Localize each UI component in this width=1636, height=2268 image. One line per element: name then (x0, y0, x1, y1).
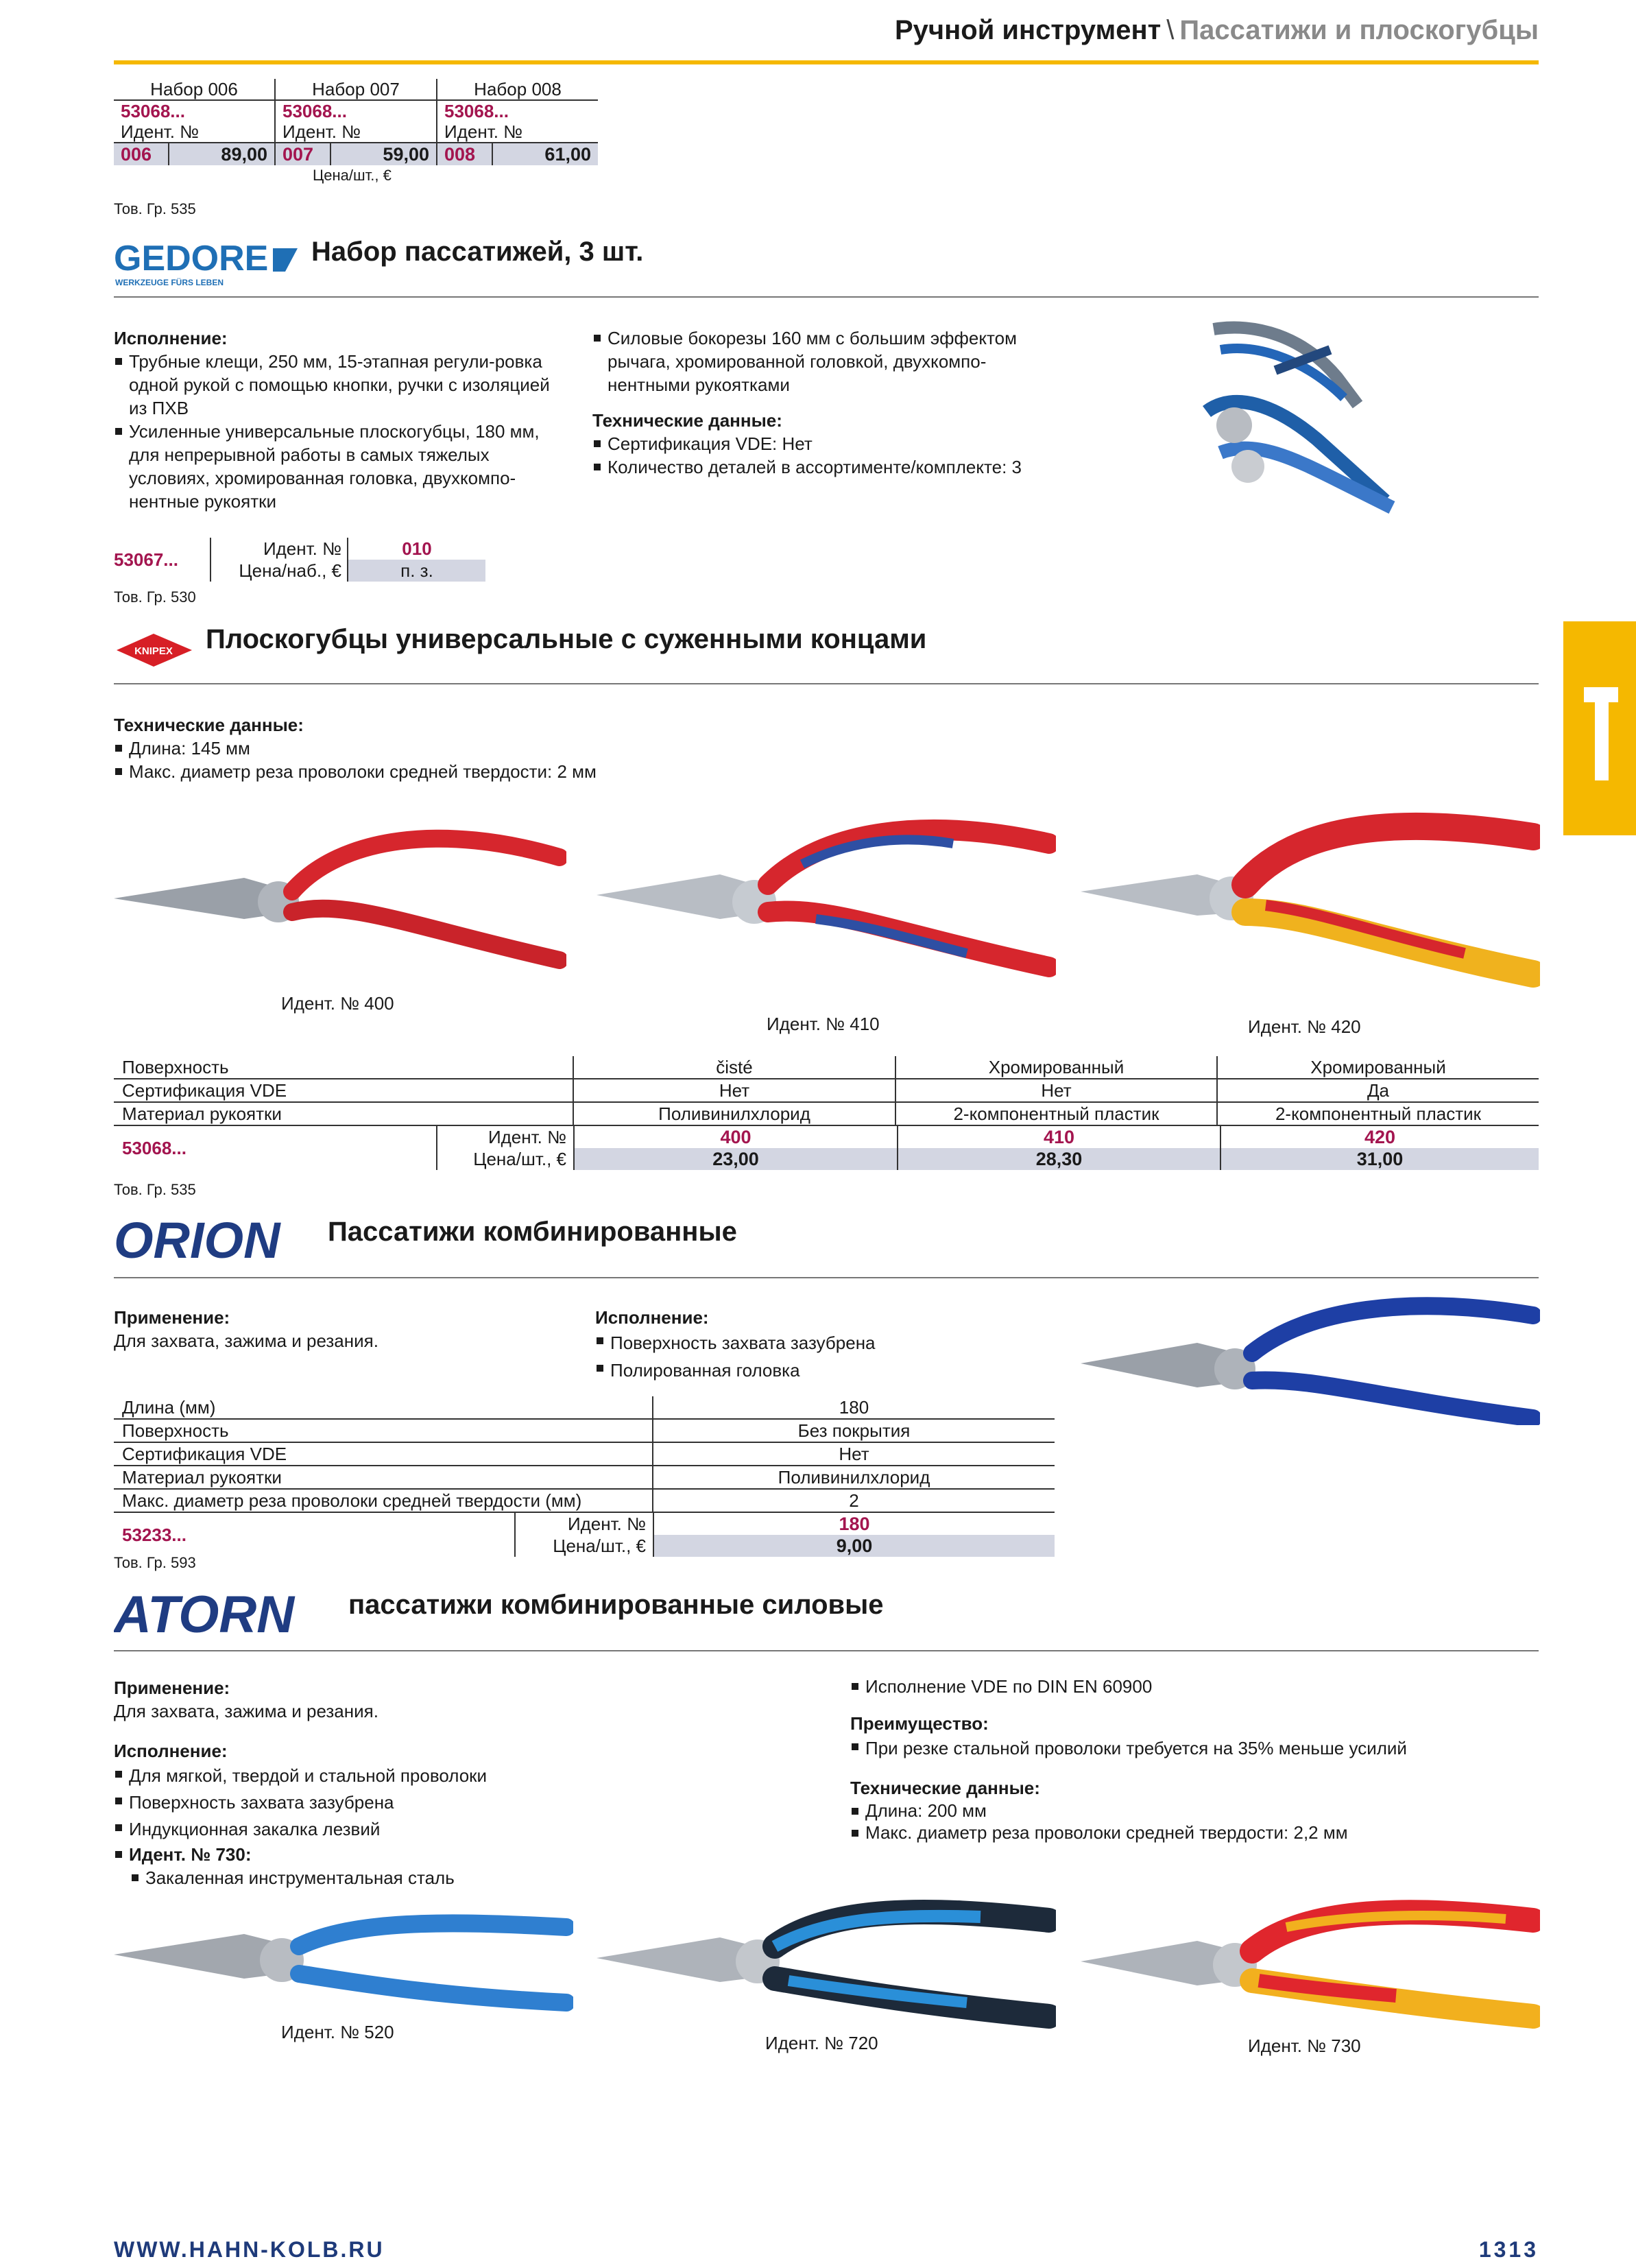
ident-value: 400 (575, 1126, 898, 1148)
header-rule (114, 60, 1539, 64)
exec-item: Поверхность захвата зазубрена (114, 1789, 799, 1816)
page-header-title (895, 15, 1539, 46)
gedore-logo (114, 241, 299, 293)
hammer-icon (1563, 621, 1636, 835)
product-group: Тов. Гр. 535 (114, 200, 196, 217)
article-number: 53068... (114, 1126, 437, 1170)
spec-label: Поверхность (114, 1056, 573, 1079)
exec-item: Усиленные универсальные плоскогубцы, 180 мм, для непрерывной работы в самых тяжелых условиях, хромированная головка, двухкомпо-нентные рукоятки (114, 420, 560, 513)
section-rule (114, 296, 1539, 298)
exec-heading: Исполнение: (114, 1741, 228, 1761)
use-heading: Применение: (114, 1307, 230, 1328)
exec-heading: Исполнение: (595, 1307, 709, 1328)
knipex-tech (114, 713, 799, 783)
ident-label: Идент. № (488, 1127, 566, 1147)
spec-label: Сертификация VDE (114, 1442, 653, 1466)
exec-item-730: Идент. № 730: (114, 1843, 799, 1866)
spec-value: 2 (653, 1489, 1055, 1512)
sets-table (114, 79, 598, 184)
pliers-image-420 (1081, 809, 1540, 991)
exec-item: Трубные клещи, 250 мм, 15-этапная регули-ровка одной рукой с помощью кнопки, ручки с изоляцией из ПХВ (114, 350, 560, 420)
price-label: Цена/шт., € (473, 1149, 566, 1169)
product-group: Тов. Гр. 530 (114, 588, 196, 606)
product-group: Тов. Гр. 593 (114, 1554, 196, 1571)
ident-label: Идент. № (567, 1514, 646, 1534)
brand-name: ORION (114, 1215, 280, 1269)
image-caption: Идент. № 410 (767, 1014, 880, 1034)
pliers-image-520 (114, 1893, 573, 2027)
price-value: 31,00 (1356, 1149, 1404, 1169)
atorn-left-column (114, 1676, 799, 1889)
price-label: Цена/шт., € (553, 1536, 646, 1556)
set-name: Набор 008 (474, 79, 562, 99)
spec-value: Нет (895, 1079, 1217, 1102)
gedore-order (114, 538, 485, 582)
exec-item: Поверхность захвата зазубрена (595, 1329, 1034, 1357)
brand-name: KNIPEX (134, 645, 173, 657)
pliers-image-730 (1081, 1893, 1540, 2033)
exec-sub-item: Закаленная инструментальная сталь (130, 1866, 799, 1889)
adv-item: При резке стальной проволоки требуется на 35% меньше усилий (850, 1735, 1536, 1761)
set-ident: 006 (114, 143, 169, 165)
set-article: 53068... (275, 100, 437, 121)
spec-value: 180 (653, 1396, 1055, 1419)
brand-tagline: WERKZEUGE FÜRS LEBEN (115, 278, 224, 287)
orion-spec-table (114, 1396, 1055, 1557)
exec-item: Для мягкой, твердой и стальной проволоки (114, 1763, 799, 1789)
set-ident-label: Идент. № (444, 121, 523, 142)
price-value: 23,00 (575, 1148, 898, 1170)
set-article: 53068... (444, 101, 509, 121)
pliers-image-720 (597, 1893, 1056, 2033)
set-ident: 008 (437, 143, 493, 165)
tech-heading: Технические данные: (850, 1778, 1040, 1798)
pliers-image-410 (597, 809, 1056, 984)
set-name: Набор 007 (275, 79, 437, 100)
pliers-image-180 (1081, 1288, 1540, 1429)
set-ident: 007 (276, 143, 331, 165)
knipex-spec-table (114, 1056, 1539, 1170)
orion-usage (114, 1306, 553, 1352)
spec-label: Поверхность (114, 1419, 653, 1442)
set-article: 53068... (114, 100, 275, 121)
set-ident-label: Идент. № (275, 121, 437, 142)
spec-value: čisté (573, 1056, 895, 1079)
section-title: Набор пассатижей, 3 шт. (311, 237, 644, 267)
gedore-details (592, 326, 1059, 479)
ident-value: 180 (839, 1514, 870, 1534)
section-rule (114, 1650, 1539, 1651)
tech-heading: Технические данные: (114, 715, 304, 735)
set-price: 89,00 (169, 143, 276, 165)
image-caption: Идент. № 420 (1248, 1016, 1361, 1037)
tech-item: Макс. диаметр реза проволоки средней твердости: 2,2 мм (850, 1822, 1536, 1843)
set-price: 59,00 (331, 143, 437, 165)
tech-item: Длина: 145 мм (114, 737, 799, 760)
price-value: 28,30 (898, 1148, 1221, 1170)
brand-name: ATORN (114, 1588, 295, 1643)
exec-item: Исполнение VDE по DIN EN 60900 (850, 1675, 1536, 1698)
image-caption: Идент. № 720 (765, 2033, 878, 2053)
knipex-logo (114, 630, 196, 674)
tech-heading: Технические данные: (592, 410, 782, 431)
set-name: Набор 006 (114, 79, 275, 100)
header-subtitle: Пассатижи и плоскогубцы (1179, 15, 1539, 45)
section-title: Пассатижи комбинированные (328, 1217, 737, 1247)
spec-value: 2-компонентный пластик (895, 1102, 1217, 1125)
atorn-logo (114, 1588, 340, 1647)
spec-value: Хромированный (895, 1056, 1217, 1079)
spec-label: Макс. диаметр реза проволоки средней твердости (мм) (114, 1489, 653, 1512)
spec-value: Поливинилхлорид (653, 1466, 1055, 1489)
spec-value: Да (1217, 1079, 1539, 1102)
header-title: Ручной инструмент (894, 15, 1162, 45)
tech-item: Количество деталей в ассортименте/комплекте: 3 (592, 455, 1059, 479)
spec-label: Длина (мм) (114, 1396, 653, 1419)
ident-label: Идент. № (263, 538, 341, 559)
price-value: п. з. (348, 560, 485, 582)
spec-label: Материал рукоятки (114, 1102, 573, 1125)
spec-value: Нет (653, 1442, 1055, 1466)
spec-value: Поливинилхлорид (573, 1102, 895, 1125)
use-heading: Применение: (114, 1678, 230, 1698)
use-text: Для захвата, зажима и резания. (114, 1330, 378, 1351)
spec-value: Нет (573, 1079, 895, 1102)
atorn-right-column (850, 1675, 1536, 1843)
spec-label: Сертификация VDE (114, 1079, 573, 1102)
ident-value: 010 (402, 538, 432, 559)
exec-item: Индукционная закалка лезвий (114, 1816, 799, 1843)
pliers-image-400 (114, 809, 566, 984)
tech-item: Сертификация VDE: Нет (592, 432, 1059, 455)
ident-value: 420 (1364, 1127, 1396, 1147)
image-caption: Идент. № 730 (1248, 2036, 1361, 2056)
product-group: Тов. Гр. 535 (114, 1181, 196, 1198)
spec-value: Без покрытия (653, 1419, 1055, 1442)
spec-label: Материал рукоятки (114, 1466, 653, 1489)
image-caption: Идент. № 520 (281, 2022, 394, 2042)
ident-value: 410 (898, 1126, 1221, 1148)
section-rule (114, 1277, 1539, 1278)
price-value: 9,00 (654, 1535, 1055, 1557)
gedore-execution (114, 326, 560, 513)
brand-name: GEDORE (114, 241, 269, 278)
section-title: пассатижи комбинированные силовые (348, 1590, 884, 1620)
exec-heading: Исполнение: (114, 328, 228, 348)
set-ident-label: Идент. № (114, 121, 275, 142)
price-label: Цена/наб., € (239, 560, 341, 581)
orion-logo (114, 1215, 320, 1274)
page-number: 1313 (1478, 2237, 1539, 2262)
article-number: 53233... (114, 1513, 516, 1557)
exec-item: Силовые бокорезы 160 мм с большим эффектом рычага, хромированной головкой, двухкомпо-нентными рукоятками (592, 326, 1059, 396)
set-price: 61,00 (544, 144, 591, 165)
adv-heading: Преимущество: (850, 1713, 989, 1734)
section-tab[interactable] (1563, 621, 1636, 835)
footer-website-link[interactable]: WWW.HAHN-KOLB.RU (114, 2237, 385, 2262)
tech-item: Длина: 200 мм (850, 1800, 1536, 1822)
header-separator: \ (1166, 15, 1175, 45)
article-number: 53067... (114, 538, 211, 582)
use-text: Для захвата, зажима и резания. (114, 1701, 378, 1721)
section-rule (114, 683, 1539, 684)
pliers-set-image (1193, 302, 1419, 532)
tech-item: Макс. диаметр реза проволоки средней твердости: 2 мм (114, 760, 799, 783)
exec-item: Полированная головка (595, 1357, 1034, 1384)
set-price-label: Цена/шт., € (313, 167, 392, 184)
section-title: Плоскогубцы универсальные с суженными концами (206, 624, 927, 654)
spec-value: Хромированный (1217, 1056, 1539, 1079)
orion-execution (595, 1306, 1034, 1384)
image-caption: Идент. № 400 (281, 993, 394, 1014)
spec-value: 2-компонентный пластик (1217, 1102, 1539, 1125)
